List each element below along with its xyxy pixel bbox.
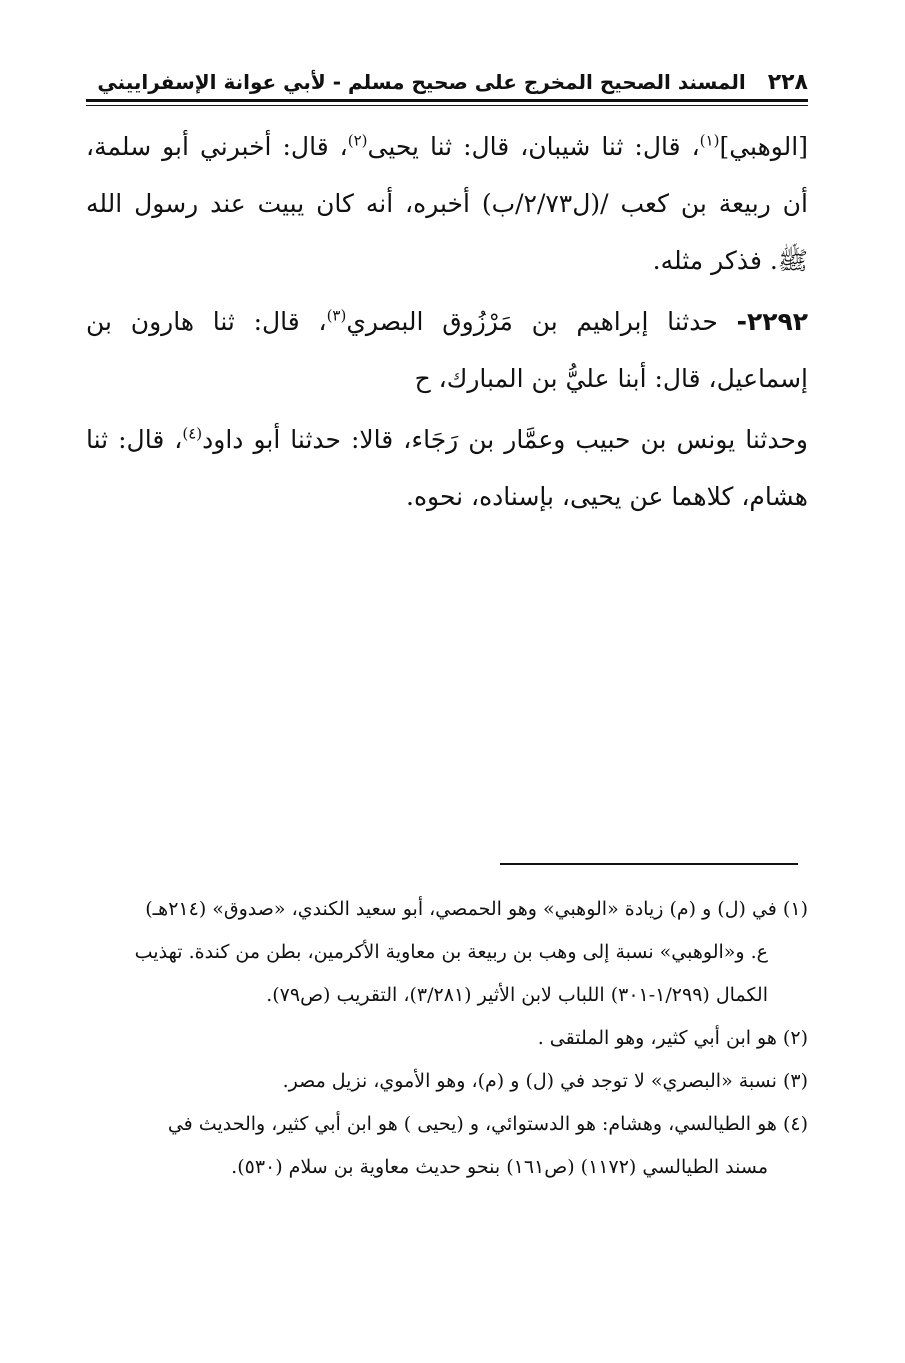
- footnote-ref-1: (١): [699, 131, 720, 150]
- book-title: المسند الصحيح المخرج على صحيح مسلم - لأبي عوانة الإسفراييني: [97, 70, 746, 94]
- paragraph-1: [86, 118, 808, 289]
- paragraph-3: [86, 411, 808, 525]
- footnote-1-line-1: (١) في (ل) و (م) زيادة «الوهبي» وهو الحمصي، أبو سعيد الكندي، «صدوق» (٢١٤هـ): [145, 898, 808, 920]
- text-span: ، قال: ثنا هشام، كلاهما عن يحيى، بإسناده، نحوه.: [86, 425, 808, 511]
- hadith-number: ٢٢٩٢-: [736, 307, 808, 336]
- main-text: [86, 118, 808, 529]
- text-span: [الوهبي]: [719, 132, 808, 161]
- footnote-1-line-3: الكمال (١/٢٩٩-٣٠١) اللباب لابن الأثير (٣/٢٨١)، التقريب (ص٧٩).: [266, 984, 768, 1006]
- text-span: ، قال: أخبرني أبو سلمة، أن ربيعة بن كعب /(ل٢/٧٣/ب) أخبره، أنه كان يبيت عند رسول الله ﷺ. فذكر مثله.: [86, 132, 808, 275]
- footnote-ref-2: (٢): [347, 131, 368, 150]
- footnote-separator: [500, 863, 798, 865]
- footnote-4-line-1: (٤) هو الطيالسي، وهشام: هو الدستوائي، و (يحيى ) هو ابن أبي كثير، والحديث في: [167, 1113, 808, 1135]
- text-span: ، قال: ثنا هارون بن إسماعيل، قال: أبنا عليُّ بن المبارك، ح: [86, 307, 808, 393]
- footnote-1-line-2: ع. و«الوهبي» نسبة إلى وهب بن ربيعة بن معاوية الأكرمين، بطن من كندة. تهذيب: [134, 941, 768, 963]
- header-rule: [86, 99, 808, 102]
- footnote-ref-3: (٣): [326, 306, 347, 325]
- footnote-4-line-2: مسند الطيالسي (١١٧٢) (ص١٦١) بنحو حديث معاوية بن سلام (٥٣٠).: [231, 1156, 768, 1178]
- footnote-ref-4: (٤): [182, 424, 203, 443]
- footnote-3: (٣) نسبة «البصري» لا توجد في (ل) و (م)، وهو الأموي، نزيل مصر.: [282, 1070, 808, 1092]
- text-span: وحدثنا يونس بن حبيب وعمَّار بن رَجَاء، قالا: حدثنا أبو داود: [202, 425, 808, 454]
- header-rule-thin: [86, 105, 808, 106]
- paragraph-hadith-2292: [86, 293, 808, 407]
- footnotes: [86, 888, 808, 1189]
- footnote-2: (٢) هو ابن أبي كثير، وهو الملتقى .: [537, 1027, 808, 1049]
- running-header: [86, 64, 808, 100]
- text-span: حدثنا إبراهيم بن مَرْزُوق البصري: [346, 307, 737, 336]
- text-span: ، قال: ثنا شيبان، قال: ثنا يحيى: [367, 132, 700, 161]
- page-number: ٢٢٨: [767, 69, 808, 95]
